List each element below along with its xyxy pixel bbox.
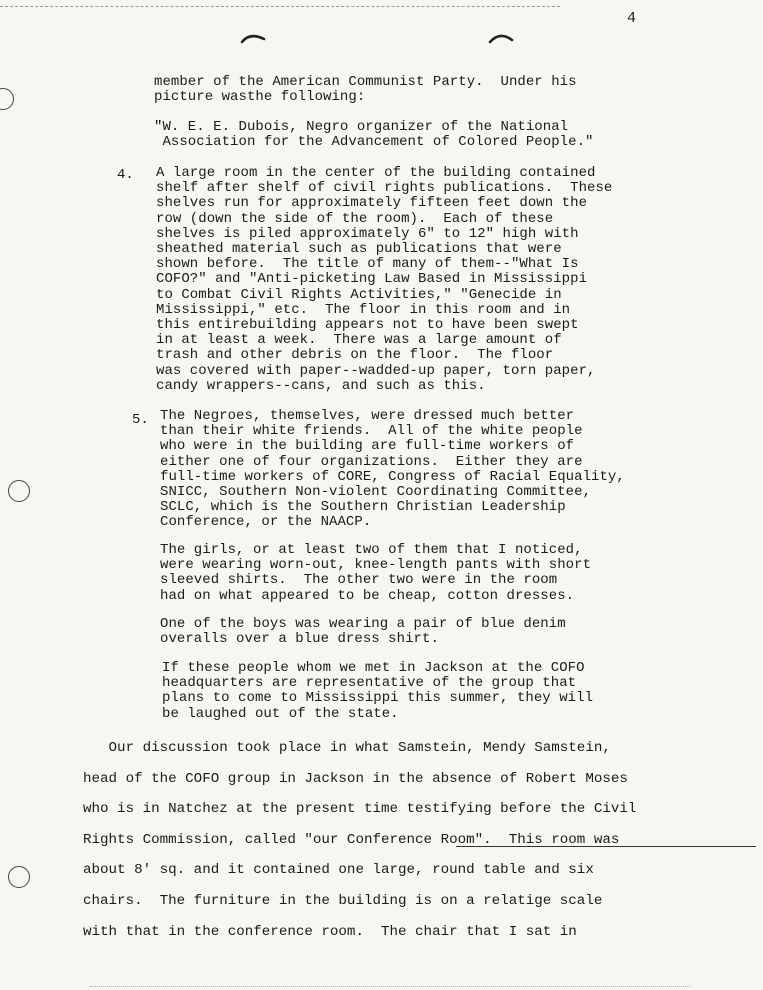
discussion-paragraph: Our discussion took place in what Samstein, Mendy Samstein, head of the COFO group in Jackson in the absence of Robert Moses who is in Natchez at the present time testifying before the Civil Rights Commission, called "our Conference Room". This room was about 8' sq. and it contained one large, round table and six chairs. The furniture in the building is on a relatige scale with that in the conference room. The chair that I sat in [83,740,637,940]
item-5-paragraph: The Negroes, themselves, were dressed much better than their white friends. All of the white people who were in the building are full-time workers of either one of four organizations. Either they are full-time workers of CORE, Congress of Racial Equality, SNICC, Southern Non-violent Coordinating Committee, SCLC, which is the Southern Christian Leadership Conference, or the NAACP. [160,408,625,531]
bottom-dotted-rule [90,986,690,987]
punch-hole-middle [8,480,30,502]
handwritten-underline [456,846,756,847]
dubois-quote: "W. E. E. Dubois, Negro organizer of the National Association for the Advancement of Colored People." [154,119,594,151]
item-4-paragraph: A large room in the center of the building contained shelf after shelf of civil rights publications. These shelves run for approximately fifteen feet down the row (down the side of the room). Each of these shelves is piled approximately 6" to 12" high with sheathed material such as publications that were shown before. The title of many of them--"What Is COFO?" and "Anti-picketing Law Based in Mississippi to Combat Civil Rights Activities," "Genecide in Mississippi," etc. The floor in this room and in this entirebuilding appears not to have been swept in at least a week. There was a large amount of trash and other debris on the floor. The floor was covered with paper--wadded-up paper, torn paper, candy wrappers--cans, and such as this. [156,165,613,394]
top-dashed-rule [0,6,560,7]
staple-mark-left [240,30,266,44]
item-4-number: 4. [117,167,134,183]
punch-hole-top [0,88,14,110]
punch-hole-bottom [8,866,30,888]
girls-paragraph: The girls, or at least two of them that I noticed, were wearing worn-out, knee-length pants with short sleeved shirts. The other two were in the room had on what appeared to be cheap, cotton dresses. [160,542,592,604]
staple-mark-right [488,30,514,44]
item-5-number: 5. [132,412,149,428]
if-these-paragraph: If these people whom we met in Jackson at the COFO headquarters are representative of the group that plans to come to Mississippi this summer, they will be laughed out of the state. [162,660,594,722]
intro-paragraph: member of the American Communist Party. Under his picture wasthe following: [154,74,577,106]
page-number: 4 [627,10,637,27]
boys-paragraph: One of the boys was wearing a pair of blue denim overalls over a blue dress shirt. [160,616,566,648]
